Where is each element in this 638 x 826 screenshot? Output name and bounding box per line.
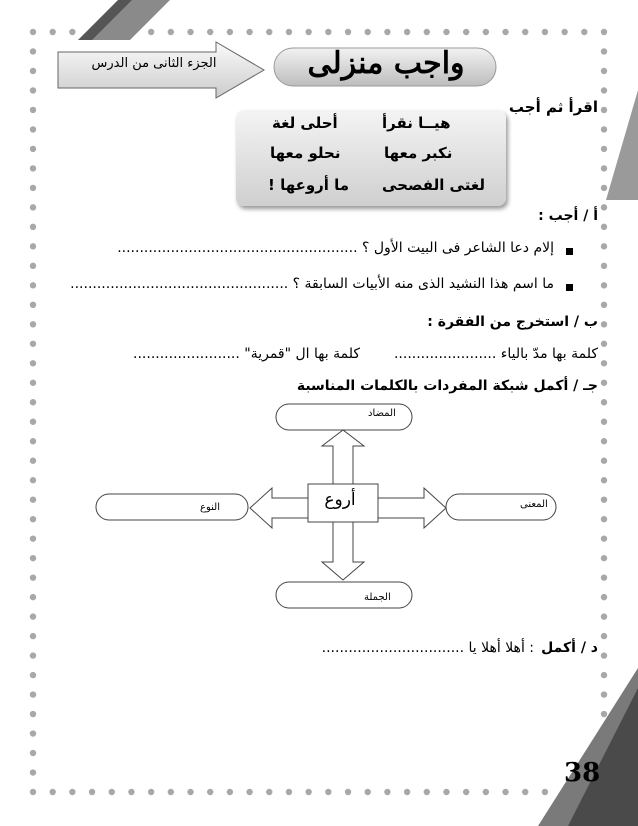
page-number: 38 [564, 758, 601, 788]
poem-line-2-left: نحلو معها [270, 144, 341, 162]
poem-line-3-right: لغتى الفصحى [382, 176, 485, 194]
extract-item-2: كلمة بها ال "قمرية" ........................ [133, 346, 360, 362]
bottom-right-corner-decoration [508, 668, 638, 826]
web-label-bottom: الجملة [364, 592, 391, 603]
bullet-q1 [566, 248, 573, 255]
web-label-left: النوع [200, 502, 220, 513]
section-c-heading: جـ / أكمل شبكة المفردات بالكلمات المناسبة [296, 378, 598, 394]
lesson-part-label: الجزء الثانى من الدرس [91, 56, 217, 71]
section-d-heading: د / أكمل [541, 640, 598, 656]
section-b-heading: ب / استخرج من الفقرة : [427, 314, 598, 330]
web-label-top: المضاد [368, 408, 396, 419]
question-1: إلام دعا الشاعر فى البيت الأول ؟ ...................................................... [117, 240, 554, 256]
poem-line-1-left: أحلى لغة [272, 114, 338, 132]
web-label-right: المعنى [520, 499, 548, 510]
poem-line-2-right: نكبر معها [384, 144, 453, 162]
page-title: واجب منزلى [307, 46, 465, 81]
section-d-text: : أهلا أهلا يا ................................ [321, 640, 534, 656]
top-left-corner-decoration [0, 0, 170, 40]
section-a-heading: أ / أجب : [538, 208, 598, 224]
web-center-word: أروع [324, 490, 356, 510]
poem-line-1-right: هيــا نقرأ [382, 114, 451, 132]
poem-line-3-left: ما أروعها ! [268, 176, 350, 194]
question-2: ما اسم هذا النشيد الذى منه الأبيات السابقة ؟ ................................................. [70, 276, 554, 292]
read-then-answer-instruction: اقرأ ثم أجب [508, 98, 598, 116]
bullet-q2 [566, 284, 573, 291]
extract-item-1: كلمة بها مدّ بالياء ....................... [393, 346, 598, 362]
